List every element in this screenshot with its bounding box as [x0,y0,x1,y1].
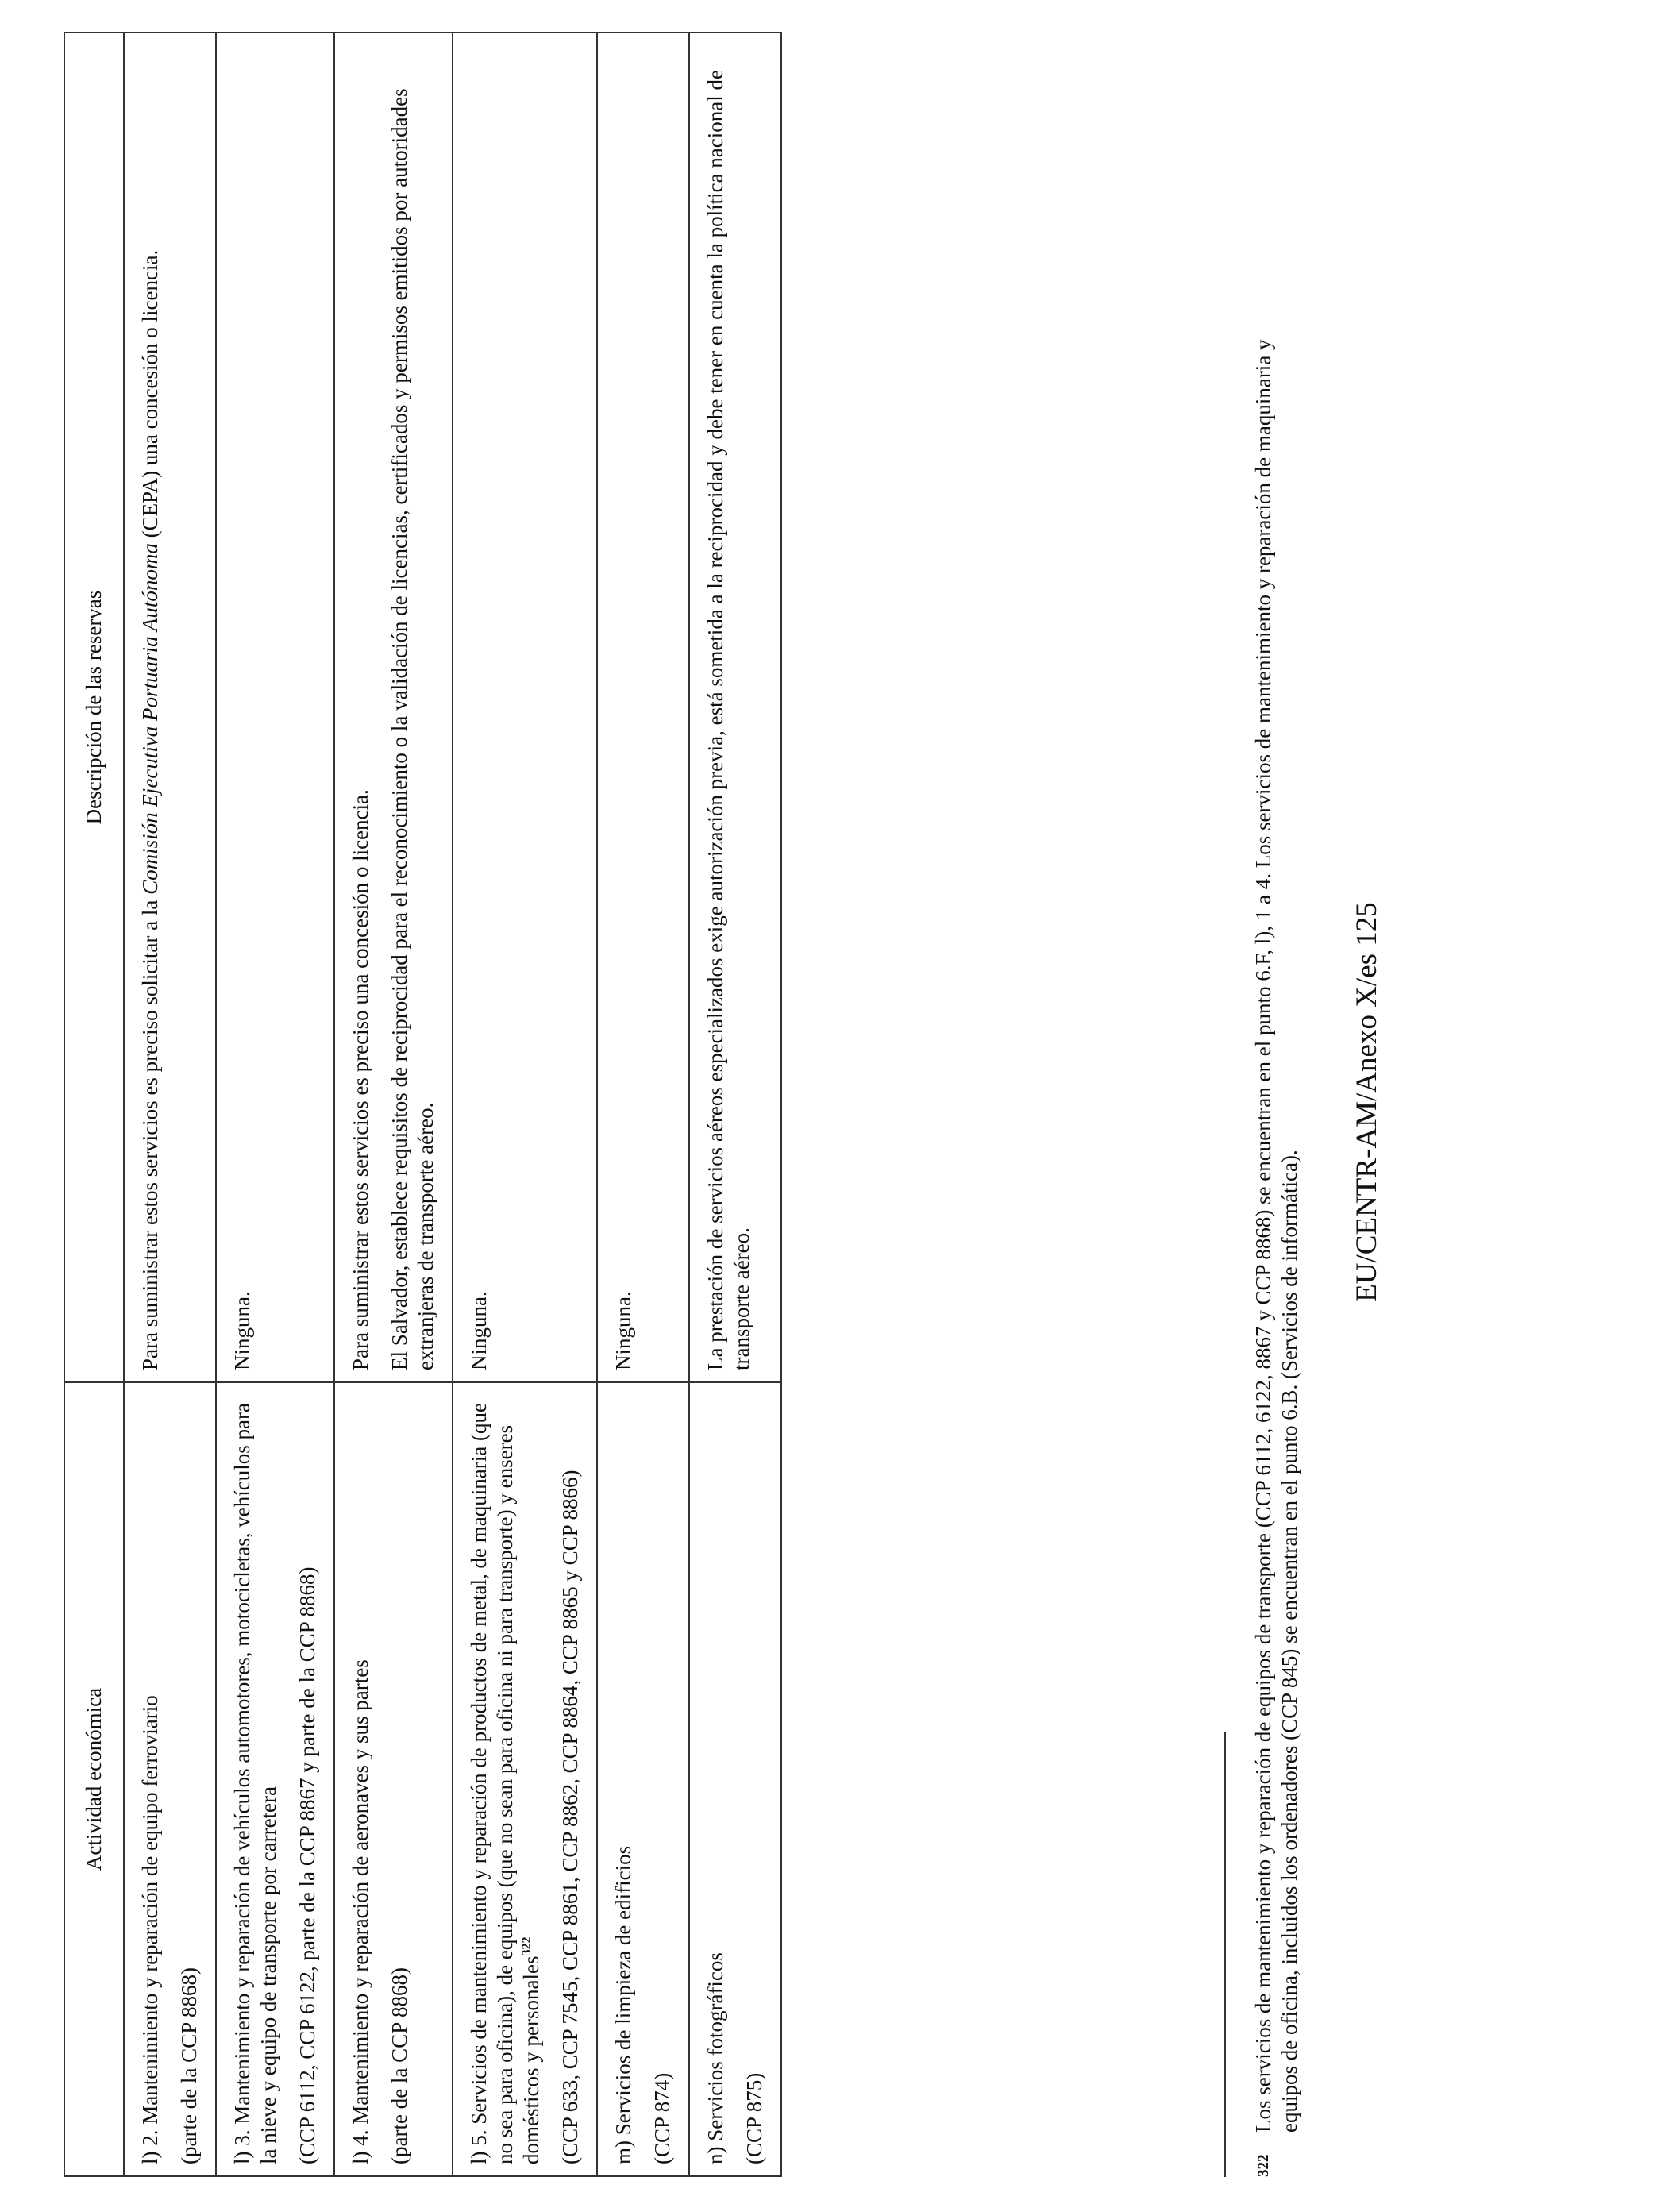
description-italic: Comisión Ejecutiva Portuaria Autónoma [138,543,162,895]
description-text: El Salvador, establece requisitos de reciprocidad para el reconocimiento o la validación de licencias, certificados y permisos emitidos por autoridades extranjeras de transporte aéreo. [387,88,437,1370]
table-row [689,33,781,2176]
reservations-table [64,32,782,2177]
description-text [137,44,164,1370]
activity-title: l) 3. Mantenimiento y reparación de vehículos automotores, motocicletas, vehículos para la nieve y equipo de transporte por carretera [230,1403,280,2164]
description-text: Ninguna. [230,1291,254,1370]
page-identifier: EU/CENTR-AM/Anexo X/es 125 [1351,902,1383,1302]
table-header-row [64,33,124,2176]
activity-title: l) 4. Mantenimiento y reparación de aeronaves y sus partes [349,1659,372,2164]
activity-cell [689,1382,781,2176]
activity-cell [597,1382,689,2176]
description-cell [334,33,453,1382]
activity-code: (CCP 875) [742,2072,766,2164]
activity-cell [334,1382,453,2176]
header-description: Descripción de las reservas [64,33,124,1382]
description-text: La prestación de servicios aéreos especializados exige autorización previa, está sometida a la reciprocidad y debe tener en cuenta la política nacional de transporte aéreo. [703,70,753,1370]
description-cell [124,33,216,1382]
activity-title [466,1394,545,2164]
activity-title-text: l) 5. Servicios de mantenimiento y reparación de productos de metal, de maquinaria (que no sea para oficina), de equipos (que no sean para oficina ni para transporte) y enseres domésticos y personales [467,1403,543,2164]
table-row [453,33,597,2176]
description-part: Para suministrar estos servicios es preciso solicitar a la [138,894,162,1370]
description-text: Ninguna. [467,1291,491,1370]
table-row [124,33,216,2176]
description-part: (CEPA) una concesión o licencia. [138,249,162,544]
activity-code: (CCP 6112, CCP 6122, parte de la CCP 8867 y parte de la CCP 8868) [295,1566,319,2164]
activity-cell [124,1382,216,2176]
description-text: Para suministrar estos servicios es preciso una concesión o licencia. [349,789,372,1370]
description-cell [597,33,689,1382]
description-text: Ninguna. [611,1291,635,1370]
activity-title: n) Servicios fotográficos [703,1952,727,2164]
activity-code: (parte de la CCP 8868) [387,1967,411,2164]
footnote [1250,272,1303,2177]
activity-cell [453,1382,597,2176]
footnote-ref[interactable]: 322 [520,1936,534,1956]
activity-code: (parte de la CCP 8868) [177,1967,201,2164]
activity-code: (CCP 633, CCP 7545, CCP 8861, CCP 8862, CCP 8864, CCP 8865 y CCP 8866) [558,1470,582,2164]
activity-code: (CCP 874) [650,2072,674,2164]
description-cell [453,33,597,1382]
footnote-separator [1224,1732,1226,2177]
table-row [597,33,689,2176]
description-cell [216,33,334,1382]
description-cell [689,33,781,1382]
activity-title: m) Servicios de limpieza de edificios [611,1845,635,2164]
table-row [216,33,334,2176]
table-row [334,33,453,2176]
header-activity: Actividad económica [64,1382,124,2176]
activity-cell [216,1382,334,2176]
activity-title: l) 2. Mantenimiento y reparación de equipo ferroviario [138,1695,162,2164]
footnote-text: Los servicios de mantenimiento y reparación de equipos de transporte (CCP 6112, 6122, 8867 y CCP 8868) se encuentran en el punto 6.F, l), 1 a 4. Los servicios de mantenimiento y reparación de maquinaria y equipos de oficina, incluidos los ordenadores (CCP 845) se encuentran en el punto 6.B. (Servicios de informática). [1251,339,1301,2133]
footnote-number: 322 [1255,2154,1272,2177]
